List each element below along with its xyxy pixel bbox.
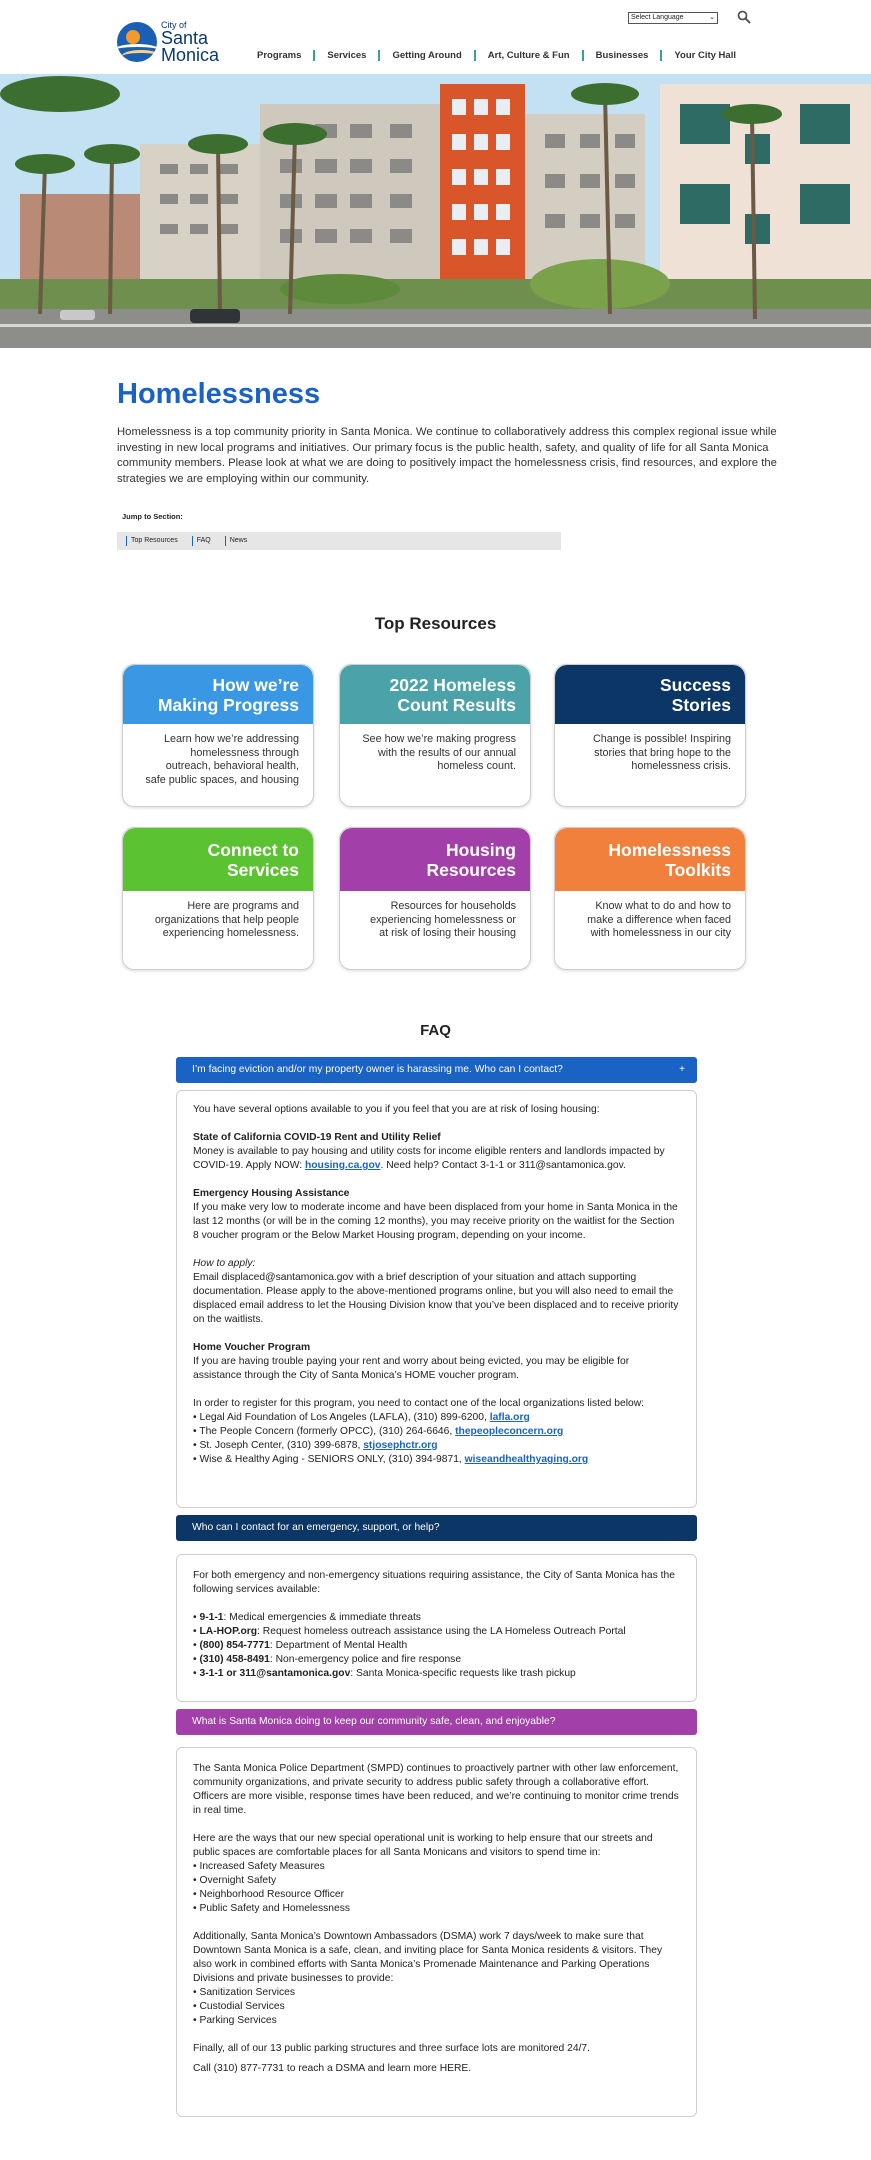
list-item: • Neighborhood Resource Officer xyxy=(193,1889,345,1900)
answer-parking-monitoring: Finally, all of our 13 public parking structures and three surface lots are monitored 24/7. xyxy=(193,2043,591,2054)
page-title: Homelessness xyxy=(117,378,321,410)
jump-link-faq[interactable]: FAQ xyxy=(192,536,225,546)
answer-org-list xyxy=(193,1397,680,1467)
answer-text: Money is available to pay housing and utility costs for income eligible renters and landlords impacted by COVID-19. Apply NOW: xyxy=(193,1146,665,1171)
nav-art-culture-fun[interactable]: Art, Culture & Fun xyxy=(474,50,582,61)
card-title-line-2: Count Results xyxy=(397,694,516,715)
jump-link-news[interactable]: News xyxy=(225,536,262,546)
list-item: • 3-1-1 or 311@santamonica.gov: Santa Monica-specific requests like trash pickup xyxy=(193,1668,576,1679)
answer-intro: For both emergency and non-emergency situations requiring assistance, the City of Santa Monica has the following services available: xyxy=(193,1570,675,1595)
city-logo-icon xyxy=(117,22,157,62)
faq-question-text: What is Santa Monica doing to keep our community safe, clean, and enjoyable? xyxy=(192,1716,556,1727)
contact-desc: : Non-emergency police and fire response xyxy=(269,1654,462,1665)
card-title-line-2: Toolkits xyxy=(665,859,731,880)
answer-text: Email displaced@santamonica.gov with a brief description of your situation and attach supporting documentation. Please apply to the above-mentioned programs online, but you will also need to email the displaced email address to let the Housing Division know that you’ve been displaced and to receive priority on the waitlists. xyxy=(193,1272,679,1325)
contact-desc: : Department of Mental Health xyxy=(269,1640,408,1651)
contact-number: 9-1-1 xyxy=(199,1612,224,1623)
card-title-line-2: Stories xyxy=(671,694,731,715)
answer-smpd: The Santa Monica Police Department (SMPD) continues to proactively partner with other law enforcement, community organizations, and private security to address public safety through a collaborative effort. Officers are more visible, response times have been reduced, and we’re continuing to monitor crime trends in real time. xyxy=(193,1763,679,1816)
card-header xyxy=(555,665,745,724)
answer-how-to-apply xyxy=(193,1257,680,1327)
answer-heading: State of California COVID-19 Rent and Utility Relief xyxy=(193,1132,441,1143)
main-nav xyxy=(245,48,748,62)
site-header xyxy=(0,0,871,74)
lafla-link[interactable]: lafla.org xyxy=(489,1412,530,1423)
list-item: • (800) 854-7771: Department of Mental Health xyxy=(193,1640,408,1651)
hero-image xyxy=(0,74,871,348)
resource-card-connect-services[interactable] xyxy=(122,827,314,970)
faq-question-eviction[interactable] xyxy=(176,1057,697,1083)
answer-text: Here are the ways that our new special operational unit is working to help ensure that our streets and public spaces are comfortable places for all Santa Monicans and visitors to spend time in: xyxy=(193,1833,653,1858)
card-title-line-1: Connect to xyxy=(207,839,299,860)
resource-card-toolkits[interactable] xyxy=(554,827,746,970)
faq-answer-community-safety xyxy=(176,1747,697,2117)
list-item: • 9-1-1: Medical emergencies & immediate threats xyxy=(193,1612,421,1623)
answer-covid-relief xyxy=(193,1131,680,1173)
nav-your-city-hall[interactable]: Your City Hall xyxy=(660,50,748,61)
contact-number: 3-1-1 or 311@santamonica.gov xyxy=(199,1668,351,1679)
language-select[interactable] xyxy=(628,12,718,24)
answer-text: If you make very low to moderate income and have been displaced from your home in Santa Monica in the last 12 months (or will be in the coming 12 months), you may receive priority on the waitlist for the Section 8 voucher program or the Below Market Housing program, depending on your income. xyxy=(193,1202,678,1241)
card-title-line-2: Making Progress xyxy=(157,694,299,715)
answer-intro: You have several options available to you if you feel that you are at risk of losing housing: xyxy=(193,1104,600,1115)
answer-text: If you are having trouble paying your rent and worry about being evicted, you may be eligible for assistance through the City of Santa Monica’s HOME voucher program. xyxy=(193,1356,630,1381)
list-item: • LA-HOP.org: Request homeless outreach assistance using the LA Homeless Outreach Portal xyxy=(193,1626,626,1637)
city-logo[interactable] xyxy=(117,20,222,64)
contact-desc: : Santa Monica-specific requests like trash pickup xyxy=(350,1668,576,1679)
org-text: • St. Joseph Center, (310) 399-6878, xyxy=(193,1440,364,1451)
answer-heading: Emergency Housing Assistance xyxy=(193,1188,350,1199)
answer-home-voucher xyxy=(193,1341,680,1383)
answer-text: . Need help? Contact 3-1-1 or 311@santamonica.gov. xyxy=(380,1160,626,1171)
nav-services[interactable]: Services xyxy=(313,50,378,61)
list-item: • Parking Services xyxy=(193,2015,277,2026)
org-text: • The People Concern (formerly OPCC), (310) 264-6646, xyxy=(193,1426,456,1437)
nav-getting-around[interactable]: Getting Around xyxy=(378,50,473,61)
card-description: Learn how we’re addressing homelessness through outreach, behavioral health, safe public spaces, and housing xyxy=(145,733,299,786)
card-title-line-1: Housing xyxy=(446,839,516,860)
intro-paragraph: Homelessness is a top community priority in Santa Monica. We continue to collaboratively address this complex regional issue while investing in new local programs and initiatives. Our primary focus is the public health, safety, and quality of life for all Santa Monica community members. Please look at what we are doing to positively impact the homelessness crisis, find resources, and explore the strategies we are employing within our community. xyxy=(117,426,777,485)
card-title-line-2: Resources xyxy=(426,859,516,880)
logo-text xyxy=(161,21,219,64)
answer-subheading: How to apply: xyxy=(193,1258,256,1269)
list-item xyxy=(193,1425,680,1439)
wiseandhealthyaging-link[interactable]: wiseandhealthyaging.org xyxy=(464,1454,589,1465)
top-resources-title: Top Resources xyxy=(374,614,497,633)
faq-answer-emergency xyxy=(176,1554,697,1702)
list-item xyxy=(193,1439,680,1453)
card-title-line-2: Services xyxy=(226,859,299,880)
card-header xyxy=(123,828,313,891)
emergency-contact-list xyxy=(193,1611,680,1681)
jump-link-top-resources[interactable]: Top Resources xyxy=(126,536,192,546)
card-description: Resources for households experiencing homelessness or at risk of losing their housing xyxy=(370,900,516,939)
contact-desc: : Request homeless outreach assistance using the LA Homeless Outreach Portal xyxy=(257,1626,626,1637)
answer-operational-unit xyxy=(193,1832,680,1916)
resource-card-housing-resources[interactable] xyxy=(339,827,531,970)
card-header xyxy=(123,665,313,724)
answer-emergency-housing xyxy=(193,1187,680,1243)
card-description: Change is possible! Inspiring stories that bring hope to the homelessness crisis. xyxy=(592,733,731,772)
card-description: See how we’re making progress with the results of our annual homeless count. xyxy=(362,733,516,772)
card-title-line-1: How we’re xyxy=(212,674,299,695)
chevron-down-icon: ⌄ xyxy=(709,14,715,21)
plus-icon[interactable]: + xyxy=(679,1064,685,1075)
language-select-value: Select Language xyxy=(631,14,684,21)
faq-question-text: I’m facing eviction and/or my property owner is harassing me. Who can I contact? xyxy=(192,1064,563,1075)
faq-answer-eviction xyxy=(176,1090,697,1508)
faq-title: FAQ xyxy=(420,1022,451,1039)
answer-text: Additionally, Santa Monica’s Downtown Ambassadors (DSMA) work 7 days/week to make sure that Downtown Santa Monica is a safe, clean, and inviting place for Santa Monica residents & visitors. They also work in combined efforts with Santa Monica’s Promenade Maintenance and Parking Operations Divisions and private businesses to provide: xyxy=(193,1931,663,1984)
faq-question-text: Who can I contact for an emergency, support, or help? xyxy=(192,1522,440,1533)
resource-card-success-stories[interactable] xyxy=(554,664,746,807)
list-item: • Increased Safety Measures xyxy=(193,1861,325,1872)
card-description: Here are programs and organizations that help people experiencing homelessness. xyxy=(154,900,299,939)
contact-number: LA-HOP.org xyxy=(199,1626,258,1637)
card-header xyxy=(340,665,530,724)
card-description: Know what to do and how to make a difference when faced with homelessness in our city xyxy=(587,900,731,939)
housing-ca-link[interactable]: housing.ca.gov xyxy=(304,1160,381,1171)
nav-programs[interactable]: Programs xyxy=(257,49,302,61)
thepeopleconcern-link[interactable]: thepeopleconcern.org xyxy=(455,1426,564,1437)
card-title-line-1: 2022 Homeless xyxy=(389,674,516,695)
logo-monica: Monica xyxy=(161,44,220,65)
jump-to-section-label: Jump to Section: xyxy=(122,512,183,521)
logo-city-of: City of xyxy=(161,19,187,30)
contact-number: (310) 458-8491 xyxy=(199,1654,270,1665)
stjosephctr-link[interactable]: stjosephctr.org xyxy=(363,1440,438,1451)
card-header xyxy=(555,828,745,891)
contact-number: (800) 854-7771 xyxy=(199,1640,270,1651)
answer-text: In order to register for this program, you need to contact one of the local organizations listed below: xyxy=(193,1398,645,1409)
faq-question-community-safety[interactable] xyxy=(176,1709,697,1735)
resource-card-homeless-count[interactable] xyxy=(339,664,531,807)
card-title-line-1: Homelessness xyxy=(608,839,731,860)
card-title-line-1: Success xyxy=(659,674,731,695)
answer-heading: Home Voucher Program xyxy=(193,1342,311,1353)
list-item xyxy=(193,1411,680,1425)
list-item: • Public Safety and Homelessness xyxy=(193,1903,350,1914)
answer-dsma-contact: Call (310) 877-7731 to reach a DSMA and learn more HERE. xyxy=(193,2063,472,2074)
contact-desc: : Medical emergencies & immediate threats xyxy=(223,1612,421,1623)
faq-question-emergency[interactable] xyxy=(176,1515,697,1541)
org-text: • Wise & Healthy Aging - SENIORS ONLY, (310) 394-9871, xyxy=(193,1454,465,1465)
hero-building-illustration xyxy=(0,74,871,348)
list-item: • (310) 458-8491: Non-emergency police and fire response xyxy=(193,1654,462,1665)
list-item xyxy=(193,1453,680,1467)
card-header xyxy=(340,828,530,891)
list-item: • Custodial Services xyxy=(193,2001,285,2012)
search-icon[interactable] xyxy=(737,10,751,24)
list-item: • Sanitization Services xyxy=(193,1987,296,1998)
nav-businesses[interactable]: Businesses xyxy=(582,50,661,61)
list-item: • Overnight Safety xyxy=(193,1875,277,1886)
resource-card-making-progress[interactable] xyxy=(122,664,314,807)
answer-dsma xyxy=(193,1930,680,2028)
logo-santa: Santa xyxy=(161,27,209,48)
org-text: • Legal Aid Foundation of Los Angeles (LAFLA), (310) 899-6200, xyxy=(193,1412,490,1423)
jump-to-section-bar xyxy=(117,532,561,550)
